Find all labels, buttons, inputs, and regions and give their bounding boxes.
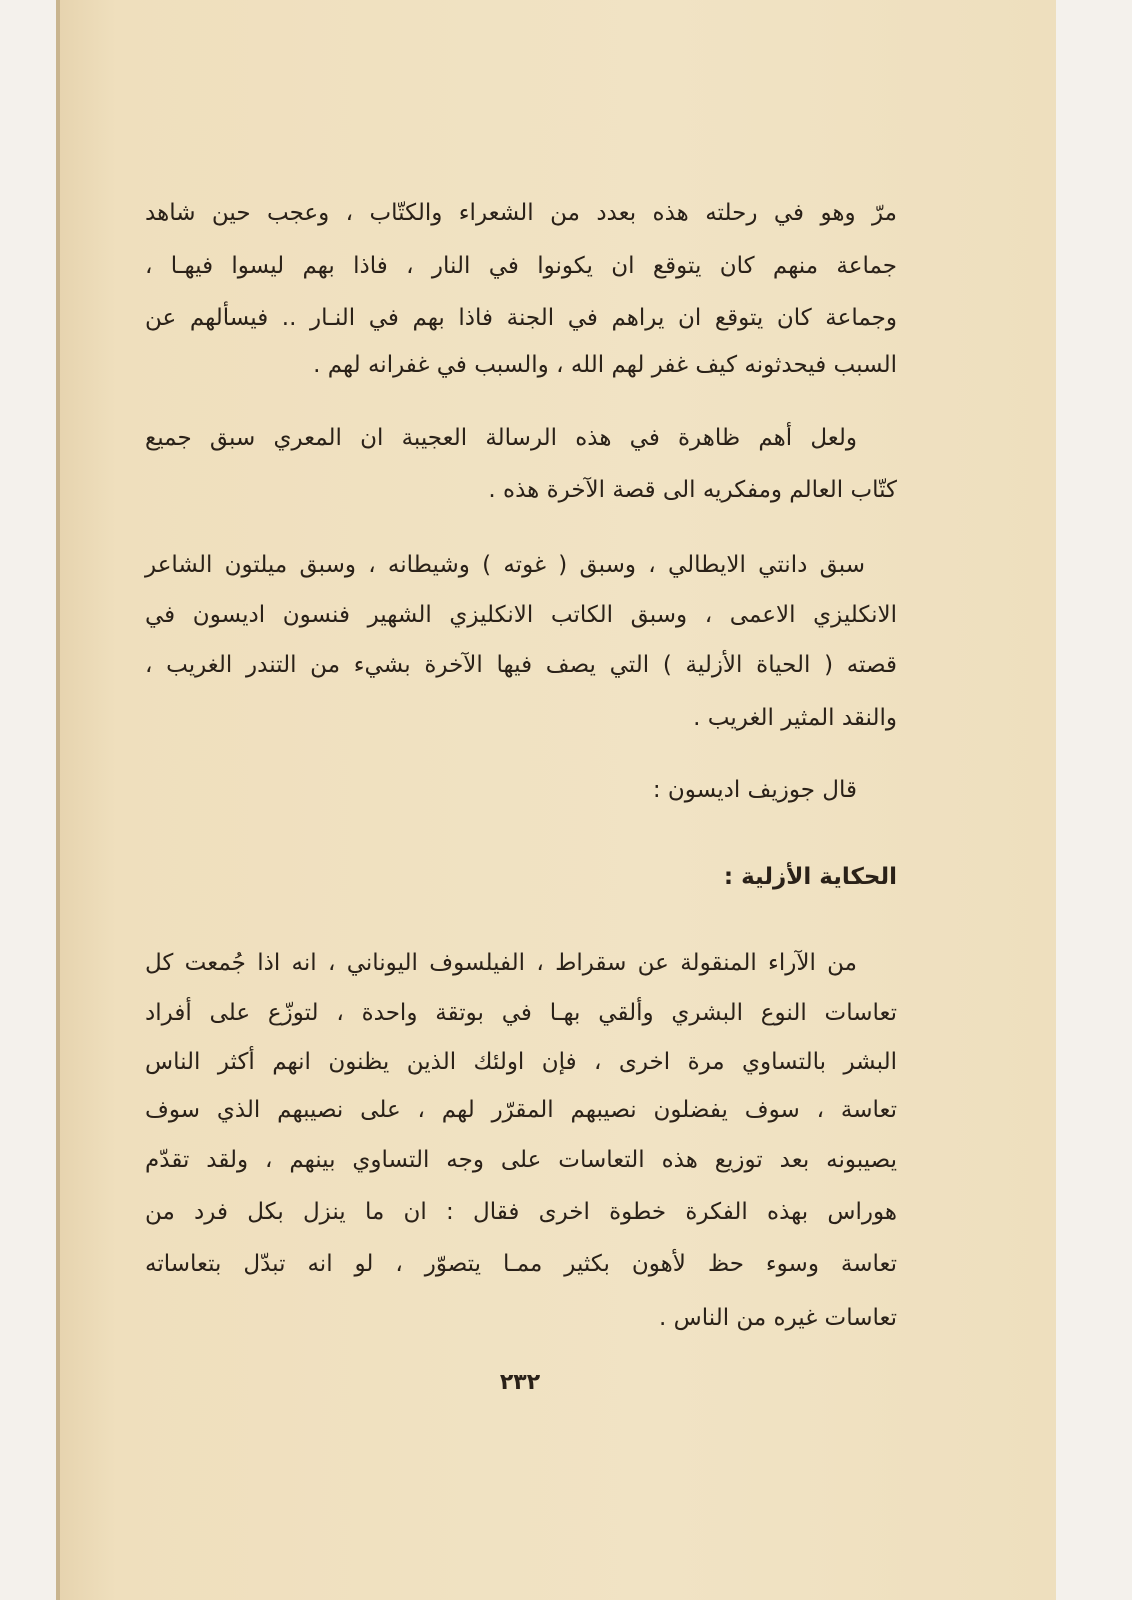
text-line: قصته ( الحياة الأزلية ) التي يصف فيها الآخرة بشيء من التندر الغريب ، [145, 652, 897, 678]
text-line: وجماعة كان يتوقع ان يراهم في الجنة فاذا بهم في النـار .. فيسألهم عن [145, 305, 897, 331]
text-line: يصيبونه بعد توزيع هذه التعاسات على وجه التساوي بينهم ، ولقد تقدّم [145, 1147, 897, 1173]
text-line: سبق دانتي الايطالي ، وسبق ( غوته ) وشيطانه ، وسبق ميلتون الشاعر [145, 552, 865, 578]
text-line: من الآراء المنقولة عن سقراط ، الفيلسوف اليوناني ، انه اذا جُمعت كل [145, 950, 857, 976]
text-line: كتّاب العالم ومفكريه الى قصة الآخرة هذه . [488, 477, 897, 503]
text-line: تعاسات غيره من الناس . [659, 1305, 897, 1331]
text-line: تعاسة ، سوف يفضلون نصيبهم المقرّر لهم ، على نصيبهم الذي سوف [145, 1097, 897, 1123]
text-line: جماعة منهم كان يتوقع ان يكونوا في النار ، فاذا بهم ليسوا فيهـا ، [145, 253, 897, 279]
text-line: تعاسات النوع البشري وألقي بهـا في بوتقة واحدة ، لتوزّع على أفراد [145, 1000, 897, 1026]
page-edge [56, 0, 60, 1600]
text-line: قال جوزيف اديسون : [652, 777, 857, 803]
text-line: ولعل أهم ظاهرة في هذه الرسالة العجيبة ان المعري سبق جميع [145, 425, 857, 451]
text-line: تعاسة وسوء حظ لأهون بكثير ممـا يتصوّر ، لو انه تبدّل بتعاساته [145, 1251, 897, 1277]
text-line: والنقد المثير الغريب . [693, 705, 897, 731]
text-line: هوراس بهذه الفكرة خطوة اخرى فقال : ان ما ينزل بكل فرد من [145, 1199, 897, 1225]
section-heading: الحكاية الأزلية : [723, 864, 897, 890]
text-line: البشر بالتساوي مرة اخرى ، فإن اولئك الذين يظنون انهم أكثر الناس [145, 1049, 897, 1075]
text-line: الانكليزي الاعمى ، وسبق الكاتب الانكليزي الشهير فنسون اديسون في [145, 602, 897, 628]
text-line: السبب فيحدثونه كيف غفر لهم الله ، والسبب في غفرانه لهم . [313, 352, 897, 378]
text-line: مرّ وهو في رحلته هذه بعدد من الشعراء والكتّاب ، وعجب حين شاهد [145, 200, 897, 226]
page-number: ٢٣٢ [499, 1370, 541, 1395]
